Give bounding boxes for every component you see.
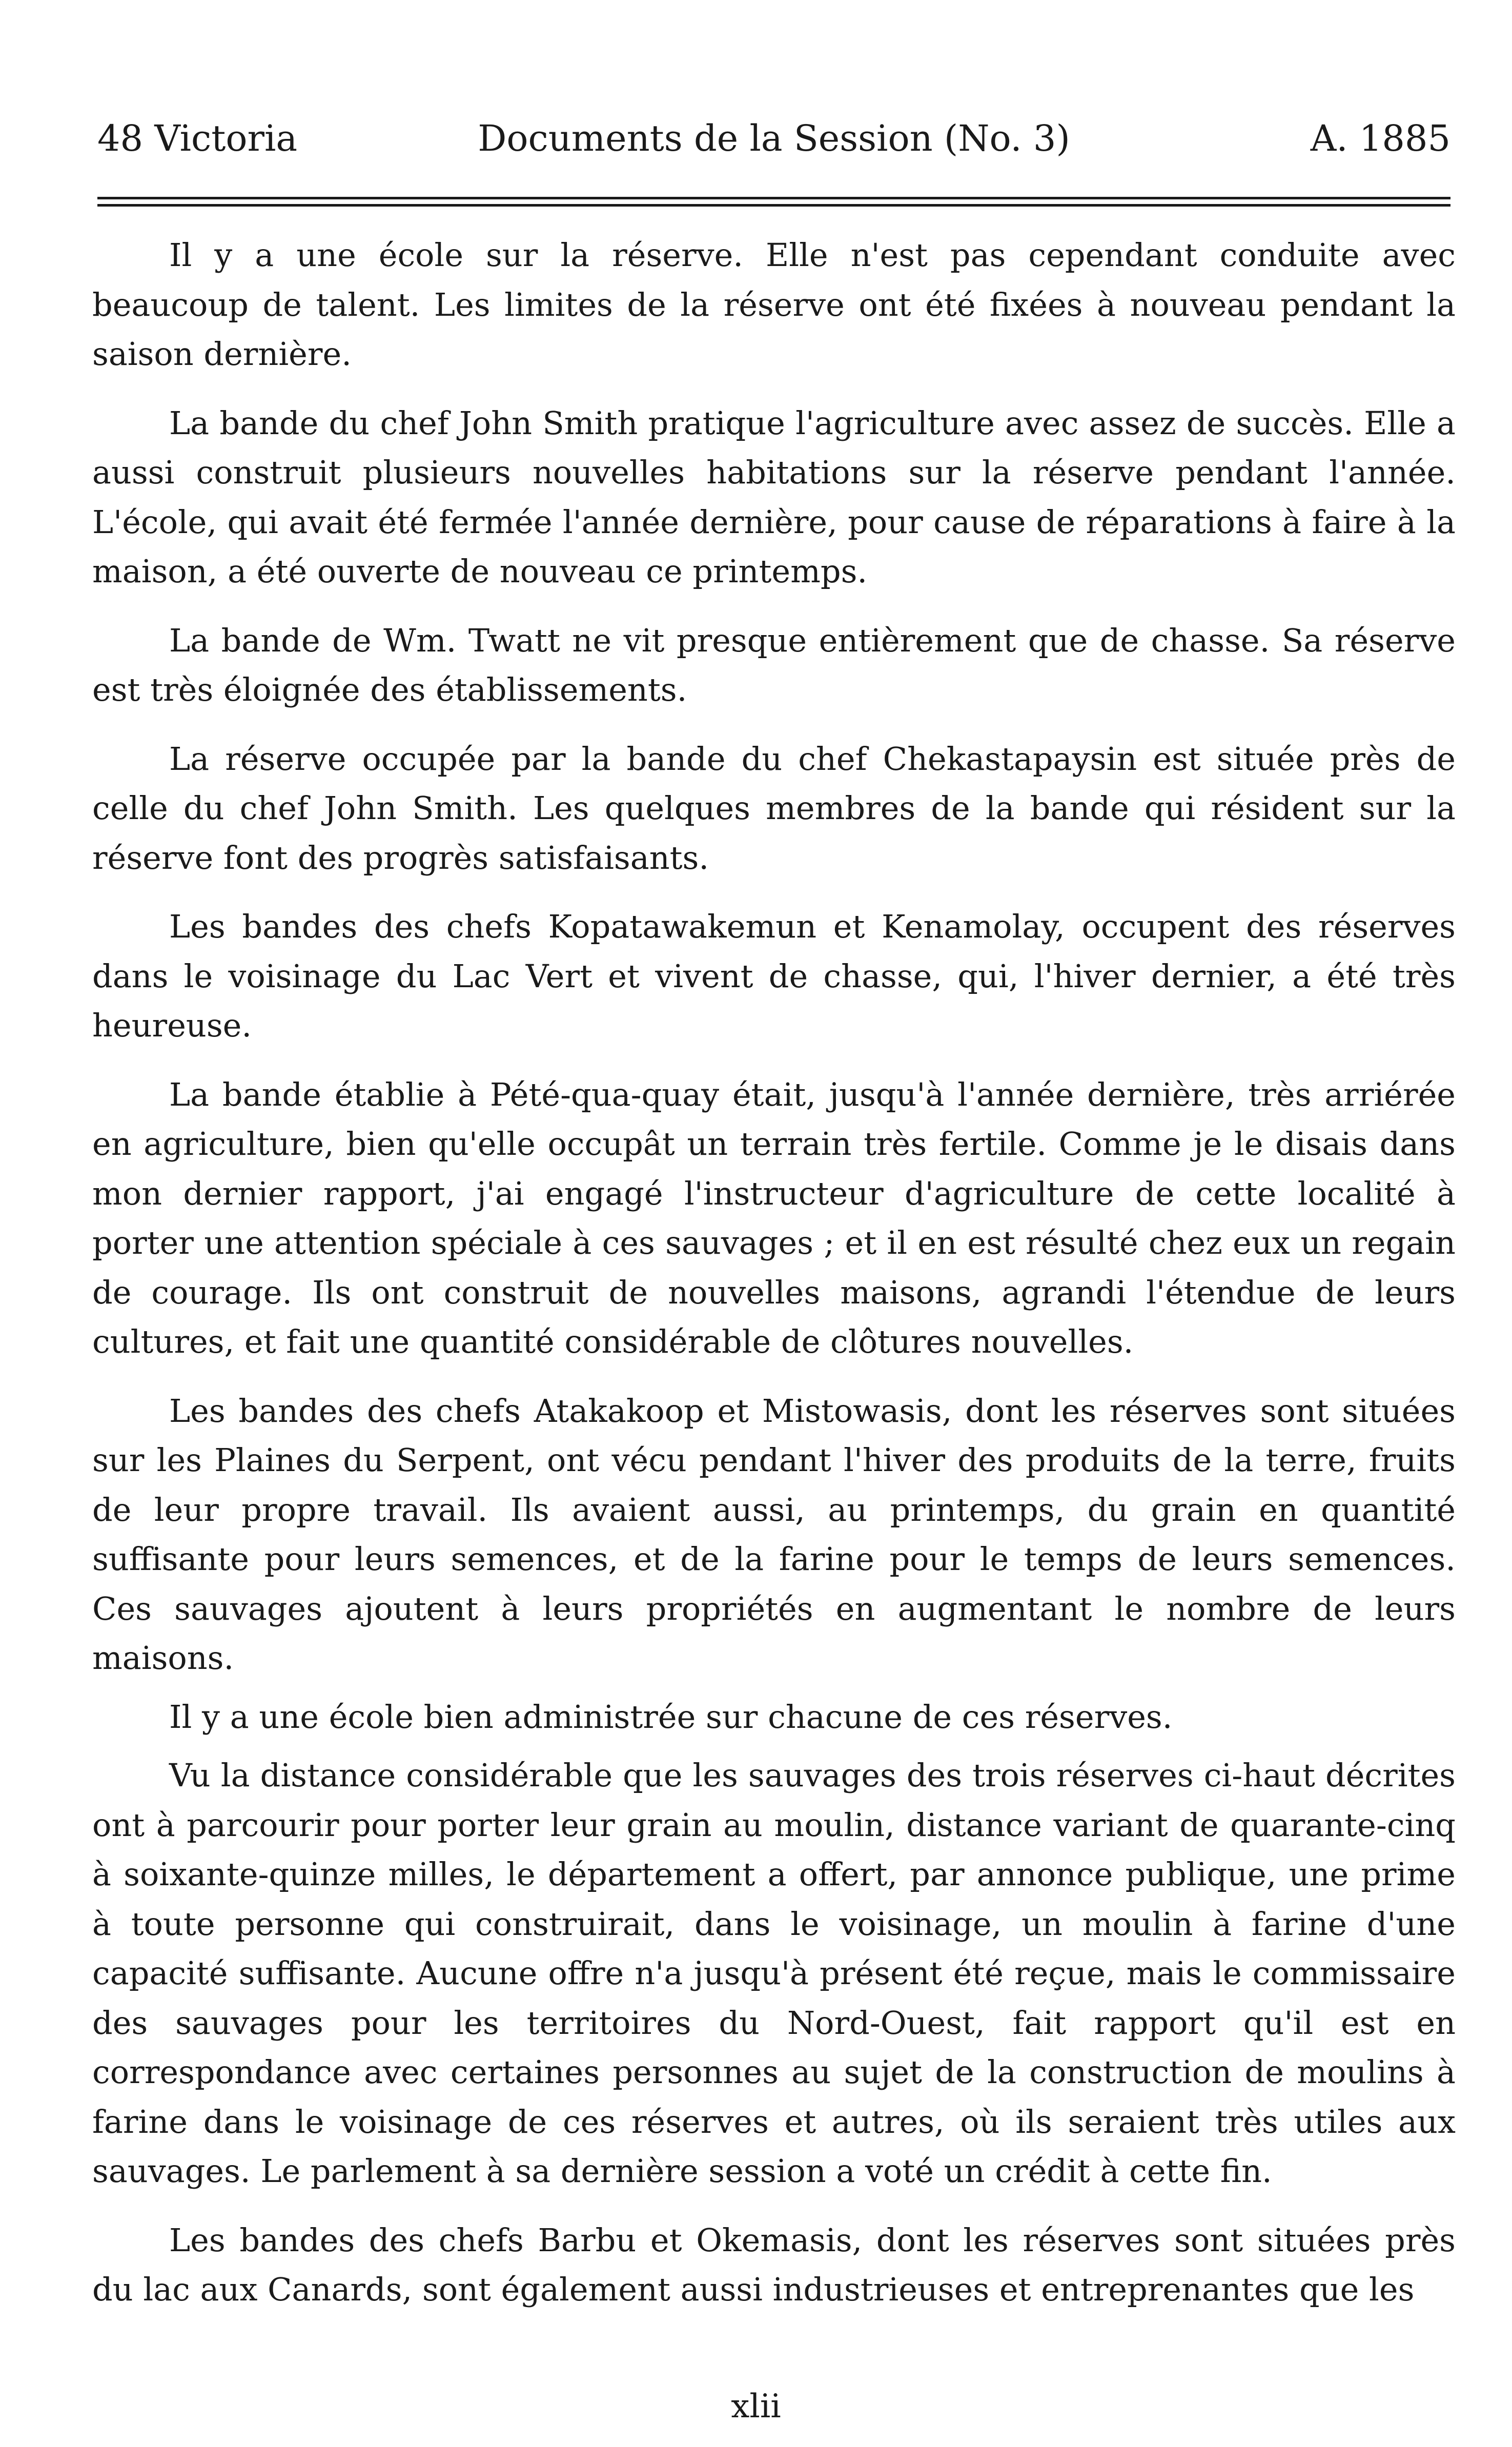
- paragraph-chekastapaysin: La réserve occupée par la bande du chef Chekastapaysin est située près de celle du chef John Smith. Les quelques membres de la bande qui résident sur la réserve font des progrès satisfaisants.: [92, 740, 1456, 876]
- paragraph-moulin: Vu la distance considérable que les sauvages des trois réserves ci-haut décrites ont à parcourir pour porter leur grain au moulin, distance variant de quarante-cinq à soixante-quinze milles, le département a offert, par annonce publique, une prime à toute personne qui construirait, dans le voisinage, un moulin à farine d'une capacité suffisante. Aucune offre n'a jusqu'à présent été reçue, mais le commissaire des sauvages pour les territoires du Nord-Ouest, fait rapport qu'il est en correspondance avec certaines personnes au sujet de la construction de moulins à farine dans le voisinage de ces réserves et autres, où ils seraient très utiles aux sauvages. Le parlement à sa dernière session a voté un crédit à cette fin.: [92, 1757, 1456, 2190]
- header-year: A. 1885: [1310, 117, 1450, 159]
- paragraph-ecole-administree: Il y a une école bien administrée sur chacune de ces réserves.: [169, 1698, 1173, 1736]
- paragraph-john-smith: La bande du chef John Smith pratique l'agriculture avec assez de succès. Elle a aussi construit plusieurs nouvelles habitations sur la réserve pendant l'année. L'école, qui avait été fermée l'année dernière, pour cause de réparations à faire à la maison, a été ouverte de nouveau ce printemps.: [92, 404, 1456, 590]
- running-header: [97, 115, 1450, 161]
- page-body: [92, 231, 1456, 2315]
- paragraph-plaines-du-serpent: Les bandes des chefs Atakakoop et Mistowasis, dont les réserves sont situées sur les Plaines du Serpent, ont vécu pendant l'hiver des produits de la terre, fruits de leur propre travail. Ils avaient aussi, au printemps, du grain en quantité suffisante pour leurs semences, et de la farine pour le temps de leurs semences. Ces sauvages ajoutent à leurs propriétés en augmentant le nombre de leurs maisons.: [92, 1392, 1456, 1677]
- paragraph-school: Il y a une école sur la réserve. Elle n'est pas cependant conduite avec beaucoup de talent. Les limites de la réserve ont été fixées à nouveau pendant la saison dernière.: [92, 236, 1456, 373]
- header-rule-top: [97, 197, 1450, 199]
- paragraph-wm-twatt: La bande de Wm. Twatt ne vit presque entièrement que de chasse. Sa réserve est très éloignée des établissements.: [92, 621, 1456, 708]
- header-title: Documents de la Session (No. 3): [478, 117, 1070, 159]
- page-number: xlii: [731, 2388, 781, 2425]
- header-rule-bottom: [97, 204, 1450, 207]
- header-volume: 48 Victoria: [97, 117, 298, 159]
- paragraph-pete-qua-quay: La bande établie à Pété-qua-quay était, jusqu'à l'année dernière, très arriérée en agriculture, bien qu'elle occupât un terrain très fertile. Comme je le disais dans mon dernier rapport, j'ai engagé l'instructeur d'agriculture de cette localité à porter une attention spéciale à ces sauvages ; et il en est résulté chez eux un regain de courage. Ils ont construit de nouvelles maisons, agrandi l'étendue de leurs cultures, et fait une quantité considérable de clôtures nouvelles.: [92, 1075, 1456, 1360]
- paragraph-barbu-okemasis: Les bandes des chefs Barbu et Okemasis, dont les réserves sont situées près du lac aux Canards, sont également aussi industrieuses et entreprenantes que les: [92, 2221, 1456, 2308]
- paragraph-lac-vert: Les bandes des chefs Kopatawakemun et Kenamolay, occupent des réserves dans le voisinage du Lac Vert et vivent de chasse, qui, l'hiver dernier, a été très heureuse.: [92, 908, 1456, 1044]
